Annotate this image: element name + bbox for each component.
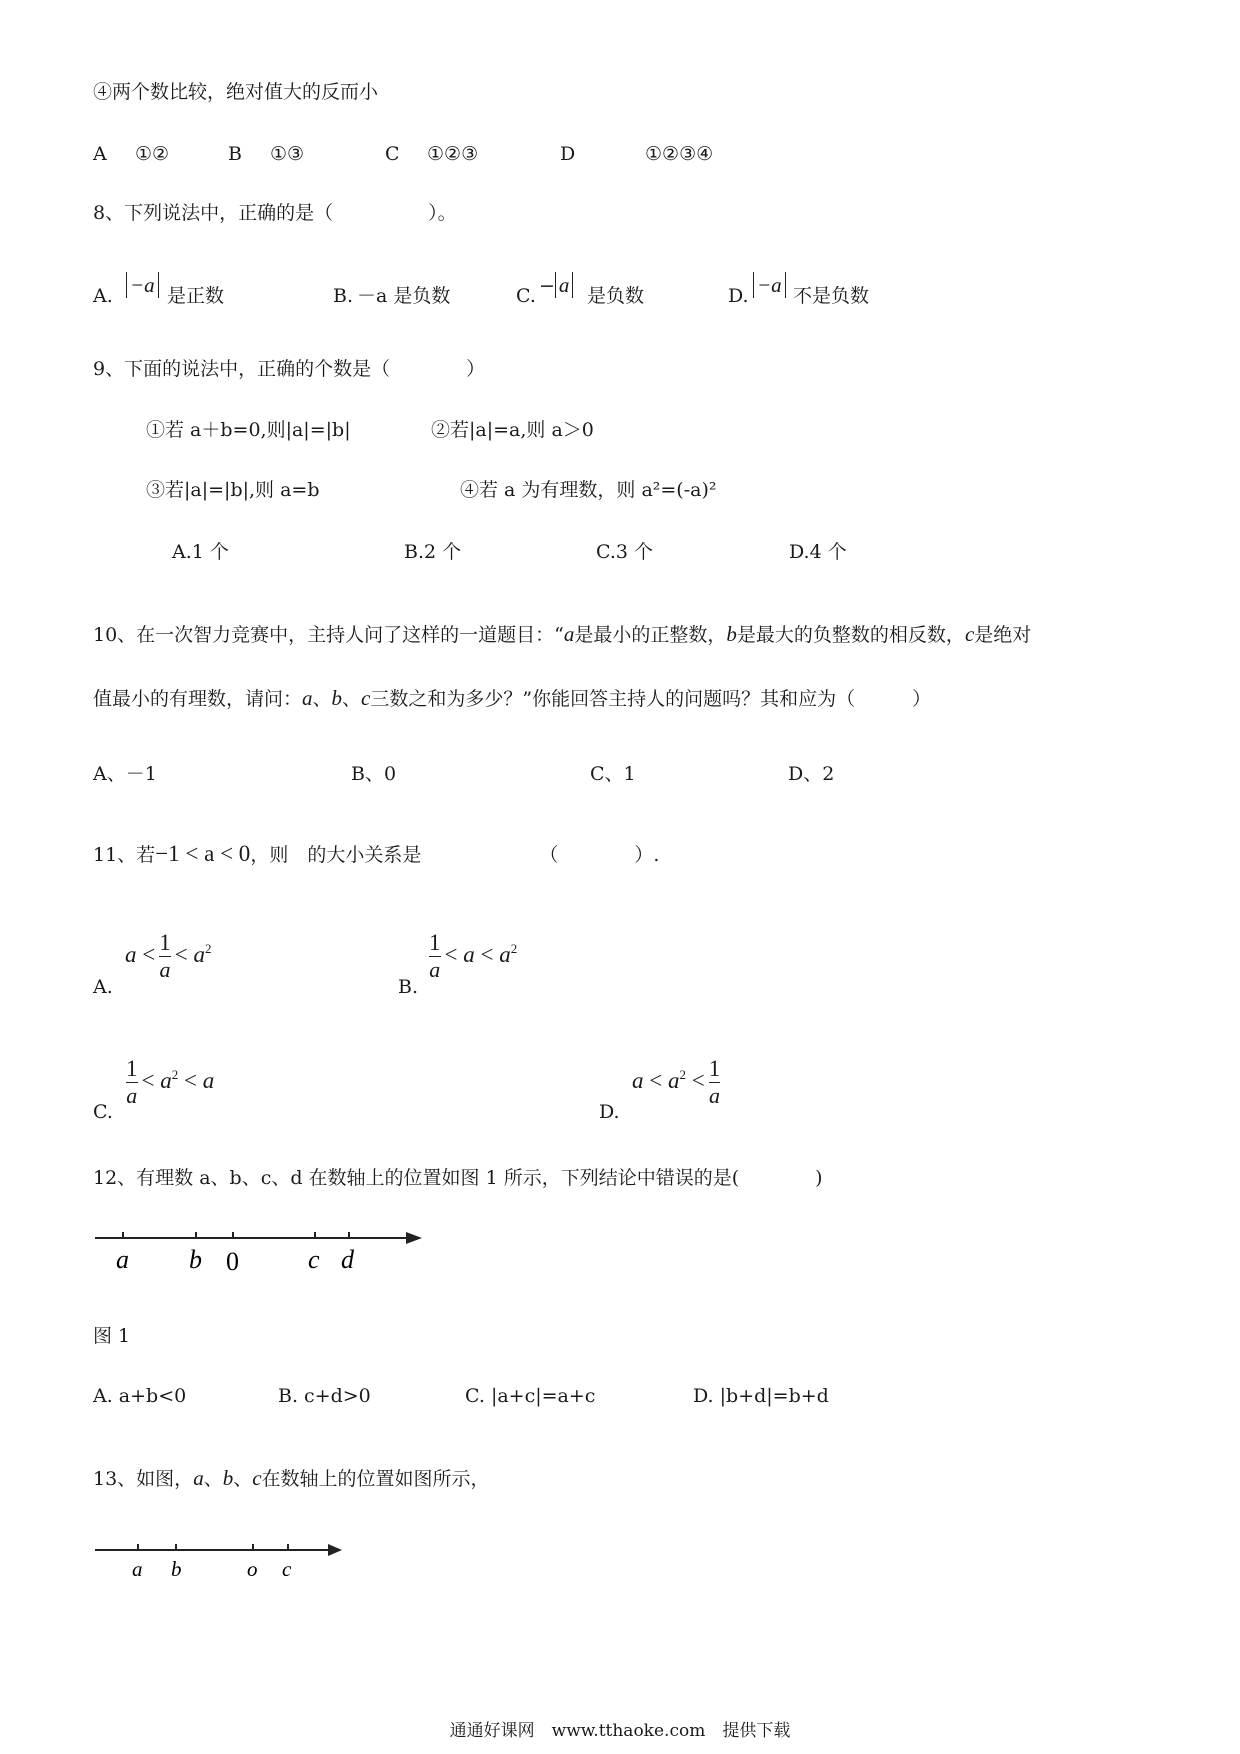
axis-arrow-icon <box>328 1544 342 1556</box>
label-b: b <box>189 1245 202 1274</box>
q11-option-b-label: B. <box>398 976 419 998</box>
q7-option-b-label: B <box>228 143 242 165</box>
q12-option-a: A. a+b<0 <box>93 1385 187 1407</box>
q12-stem: 12、有理数 a、b、c、d 在数轴上的位置如图 1 所示，下列结论中错误的是( ) <box>93 1167 823 1189</box>
label-o: o <box>247 1557 258 1581</box>
q11-option-d-expr: $a < a^2$ < $\frac{1}{a}$ <box>632 1056 721 1108</box>
q9-option-c: C.3 个 <box>596 541 654 563</box>
q10-line-1: 10、在一次智力竞赛中，主持人问了这样的一道题目：“a是最小的正整数，b是最大的负整数的相反数，c是绝对 <box>93 622 1032 646</box>
q7-option-a-value: ①② <box>135 143 170 165</box>
q7-option-d-label: D <box>560 143 576 165</box>
q11-option-b-expr: $\frac{1}{a}$ < $a < a^2$ <box>429 930 518 982</box>
q8-option-c-expr: − a <box>539 272 573 298</box>
q7-item4: ④两个数比较，绝对值大的反而小 <box>93 81 379 103</box>
label-c: c <box>308 1245 320 1274</box>
q11-option-d-label: D. <box>599 1101 620 1123</box>
label-a: a <box>116 1245 129 1274</box>
q12-option-b: B. c+d>0 <box>278 1385 371 1407</box>
q8-option-d-expr: −a <box>753 272 786 298</box>
q7-option-c-value: ①②③ <box>427 143 479 165</box>
q7-option-d-value: ①②③④ <box>645 143 714 165</box>
q9-statement-3: ③若|a|=|b|,则 a=b <box>146 479 320 501</box>
label-b: b <box>171 1557 182 1581</box>
q9-statement-2: ②若|a|=a,则 a＞0 <box>431 419 594 441</box>
label-zero: 0 <box>226 1247 239 1276</box>
q8-options <box>93 272 993 312</box>
page-footer: 通通好课网 www.tthaoke.com 提供下载 <box>449 1721 791 1741</box>
label-c: c <box>282 1557 292 1581</box>
label-a: a <box>132 1557 143 1581</box>
q8-option-b-text: －a 是负数 <box>357 285 451 307</box>
q13-number-line <box>90 1540 350 1586</box>
q8-option-c-label: C. <box>516 285 536 307</box>
q7-option-b-value: ①③ <box>270 143 305 165</box>
q8-option-a-expr: −a <box>126 272 159 298</box>
axis-arrow-icon <box>406 1232 422 1244</box>
q11-option-c-expr: $\frac{1}{a}$ < $a^2 < a$ <box>126 1056 215 1108</box>
q8-option-d-label: D. <box>728 285 749 307</box>
q8-option-d-text: 不是负数 <box>793 285 870 307</box>
q11-stem: 11、若−1 < a < 0，则 的大小关系是 （ ）. <box>93 841 660 866</box>
q11-condition: −1 < a < 0 <box>155 841 251 866</box>
q11-option-a-expr: a < $\frac{1}{a}$ < $a^2$ <box>125 930 212 982</box>
q10-option-a: A、－1 <box>93 763 157 785</box>
q8-option-c-text: 是负数 <box>587 285 645 307</box>
q8-option-a-label: A. <box>93 285 113 307</box>
q12-option-d: D. |b+d|=b+d <box>693 1385 829 1407</box>
q11-option-c-label: C. <box>93 1101 113 1123</box>
q10-option-d: D、2 <box>788 763 835 785</box>
q12-option-c: C. |a+c|=a+c <box>465 1385 596 1407</box>
q10-option-b: B、0 <box>351 763 397 785</box>
q9-stem: 9、下面的说法中，正确的个数是（ ） <box>93 358 486 380</box>
q7-option-a-label: A <box>93 143 107 165</box>
q9-statement-4: ④若 a 为有理数，则 a²=(-a)² <box>460 479 717 501</box>
var-b: b <box>726 622 737 646</box>
q9-option-b: B.2 个 <box>404 541 462 563</box>
q9-option-a: A.1 个 <box>172 541 229 563</box>
q8-option-b-label: B. <box>333 285 354 307</box>
var-c: c <box>964 622 975 646</box>
q12-number-line <box>90 1228 430 1280</box>
q10-line-2: 值最小的有理数，请问：a、b、c三数之和为多少？”你能回答主持人的问题吗？其和应为（ ） <box>93 686 932 710</box>
q12-figure-caption: 图 1 <box>93 1325 131 1347</box>
q9-statement-1: ①若 a＋b=0,则|a|=|b| <box>146 419 351 441</box>
q8-option-a-text: 是正数 <box>167 285 225 307</box>
q7-option-c-label: C <box>385 143 400 165</box>
q9-option-d: D.4 个 <box>789 541 847 563</box>
label-d: d <box>341 1245 354 1274</box>
q11-option-a-label: A. <box>93 976 113 998</box>
q8-stem: 8、下列说法中，正确的是（ ）。 <box>93 202 457 224</box>
q13-stem: 13、如图，a、b、c在数轴上的位置如图所示， <box>93 1466 490 1490</box>
q10-option-c: C、1 <box>590 763 636 785</box>
var-a: a <box>563 622 575 646</box>
